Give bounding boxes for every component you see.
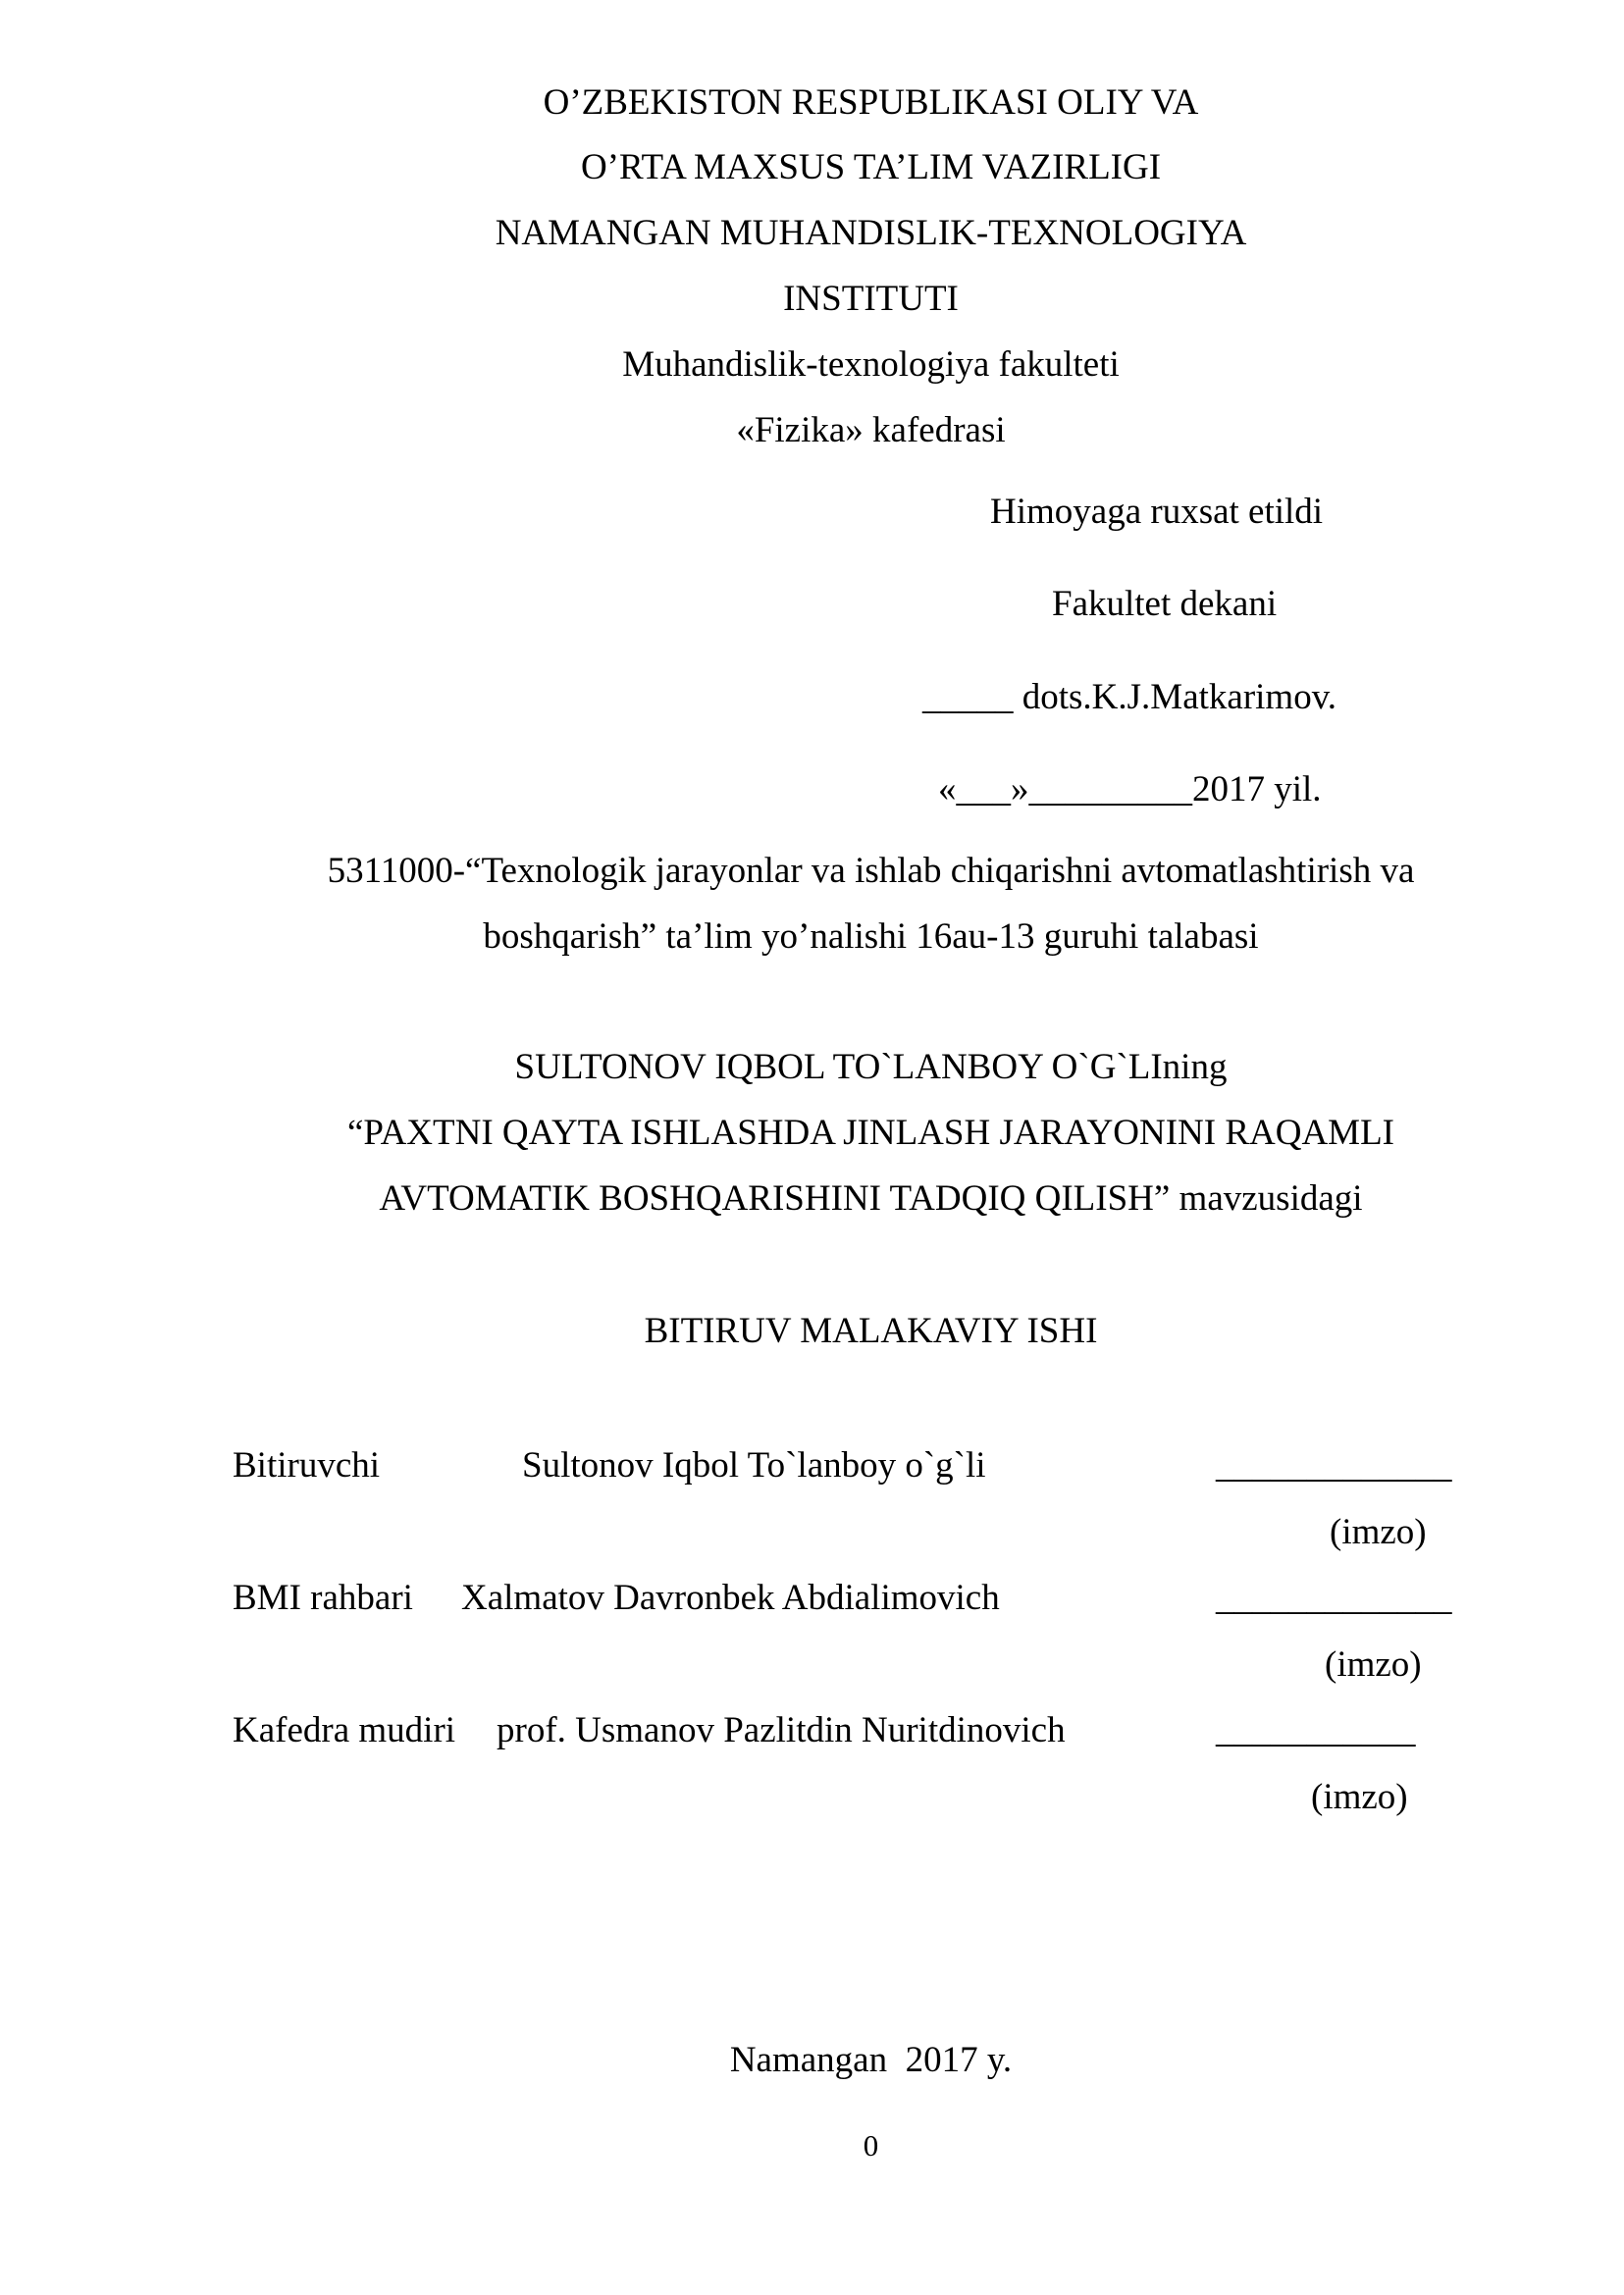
ministry-line-1: O’ZBEKISTON RESPUBLIKASI OLIY VA [543, 82, 1199, 123]
signature-caption-graduate: (imzo) [1330, 1512, 1427, 1552]
work-type-title: BITIRUV MALAKAVIY ISHI [644, 1311, 1098, 1351]
signature-role-head: Kafedra mudiri [233, 1710, 456, 1750]
signature-role-supervisor: BMI rahbari [233, 1578, 413, 1618]
faculty-name: Muhandislik-texnologiya fakulteti [622, 344, 1120, 385]
approval-line-2: Fakultet dekani [1052, 584, 1278, 624]
topic-title-line-1: “PAXTNI QAYTA ISHLASHDA JINLASH JARAYONINI RAQAMLI [346, 1113, 1395, 1153]
place-and-year: Namangan 2017 y. [729, 2040, 1013, 2080]
signature-caption-supervisor: (imzo) [1325, 1644, 1422, 1685]
page-number: 0 [863, 2128, 879, 2163]
specialty-line-2: boshqarish” ta’lim yo’nalishi 16au-13 guruhi talabasi [483, 916, 1259, 957]
signature-name-head: prof. Usmanov Pazlitdin Nuritdinovich [497, 1710, 1066, 1750]
signature-name-graduate: Sultonov Iqbol To`lanboy o`g`li [522, 1445, 986, 1486]
ministry-line-2: O’RTA MAXSUS TA’LIM VAZIRLIGI [580, 147, 1162, 187]
signature-line-head: ___________ [1216, 1710, 1416, 1750]
specialty-line-1: 5311000-“Texnologik jarayonlar va ishlab chiqarishni avtomatlashtirish va [327, 851, 1415, 891]
institute-line-2: INSTITUTI [783, 279, 959, 319]
institute-line-1: NAMANGAN MUHANDISLIK-TEXNOLOGIYA [495, 213, 1247, 253]
approval-line-1: Himoyaga ruxsat etildi [990, 492, 1324, 532]
signature-line-supervisor: _____________ [1216, 1578, 1452, 1618]
signature-line-graduate: _____________ [1216, 1445, 1452, 1486]
department-name: «Fizika» kafedrasi [736, 410, 1006, 450]
topic-title-line-2: AVTOMATIK BOSHQARISHINI TADQIQ QILISH” mavzusidagi [379, 1178, 1363, 1219]
approval-signature-line: _____ dots.K.J.Matkarimov. [922, 677, 1337, 717]
approval-date-line: «___»_________2017 yil. [938, 769, 1322, 809]
signature-caption-head: (imzo) [1311, 1777, 1408, 1817]
signature-role-graduate: Bitiruvchi [233, 1445, 381, 1486]
student-name-heading: SULTONOV IQBOL TO`LANBOY O`G`LIning [514, 1047, 1228, 1087]
signature-name-supervisor: Xalmatov Davronbek Abdialimovich [461, 1578, 1000, 1618]
